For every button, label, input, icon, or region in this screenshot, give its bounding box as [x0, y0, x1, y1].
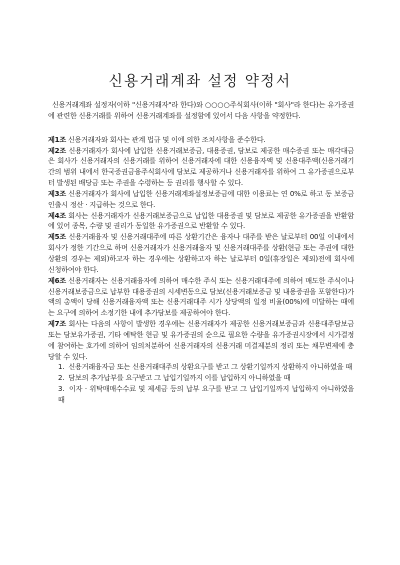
document-title: 신용거래계좌 설정 약정서	[108, 74, 292, 90]
article-text: 회사는 다음의 사항이 발생한 경우에는 신용거래자가 제공한 신용거래보증금과 신용대주담보금 또는 담보유가증권, 기타 예탁한 현금 및 유가증권의 순으로 필요한 수량을 유가증권시장에서 시가결정에 참여하는 호가에 의하여 임의처분하여 신용거래자의 신용거래 미결제분의 정리 또는 채무변제에 충당할 수 있다.	[48, 319, 354, 361]
article-text: 신용거래자가 회사에 납입한 신용거래계좌설정보증금에 대한 이용료는 연 0%로 하고 동 보증금 인출시 정산 · 지급하는 것으로 한다.	[48, 188, 354, 209]
article-text: 회사는 신용거래자가 신용거래보증금으로 납입한 대용증권 및 담보로 제공한 유가증권을 반환함에 있어 종목, 수량 및 권리가 동일한 유가증권으로 반환할 수 있다.	[48, 210, 354, 231]
article-label: 제2조	[48, 145, 66, 155]
article-1	[48, 135, 354, 146]
article-label: 제6조	[48, 275, 66, 285]
item-number: 2.	[58, 373, 65, 383]
item-text: 이자 · 위탁매매수수료 및 제세금 등의 납부 요구를 받고 그 납입기일까지 납입하지 아니하였을 때	[58, 384, 354, 404]
item-number: 1.	[58, 362, 65, 372]
article-text: 신용거래자는 신용거래융자에 의하여 매수한 주식 또는 신용거래대주에 의하여 매도한 주식이나 신용거래보증금으로 납부한 대용증권의 시세변동으로 담보(신용거래보증금 및 내용증권을 포함한다)가액의 총액이 당해 신용거래융자액 또는 신용거래대주 시가 상당액의 일정 비율(00%)에 미달하는 때에는 요구에 의하여 소정기한 내에 추가담보를 제공하여야 한다.	[48, 275, 354, 318]
article-4	[48, 211, 354, 233]
article-7	[48, 319, 354, 362]
article-2	[48, 146, 354, 189]
intro-paragraph: 신용거래계좌 설정자(이하 "신용거래자"라 한다)와 ○○○○주식회사(이하 "회사"라 한다)는 유가증권에 관련한 신용거래를 위하여 신용거래계좌를 설정함에 있어서 다음 사항을 약정한다.	[48, 100, 354, 120]
document-body	[48, 100, 354, 406]
item-text: 담보의 추가납부를 요구받고 그 납입기일까지 이를 납입하지 아니하였을 때	[66, 373, 291, 383]
item-text: 신용거래융자금 또는 신용거래대주의 상환요구를 받고 그 상환기일까지 상환하지 아니하였을 때	[66, 362, 353, 372]
article-text: 신용거래자와 회사는 관계 법규 및 이에 의한 조치사항을 준수한다.	[65, 134, 266, 144]
article-6	[48, 276, 354, 319]
article-label: 제5조	[48, 232, 66, 242]
article-3	[48, 189, 354, 211]
list-item-3	[48, 384, 354, 406]
article-label: 제7조	[48, 319, 66, 329]
article-text: 신용거래융자 및 신용거래대주에 따른 상환기간은 융자나 대주를 받은 날로부터 00일 이내에서 회사가 정한 기간으로 하며 신용거래자가 신용거래융자 및 신용거래대주를 상환(현금 또는 주권에 대한 상환의 경우는 제외)하고자 하는 경우에는 상환하고자 하는 날로부터 0일(휴장일은 제외)전에 회사에 신청하여야 한다.	[48, 232, 354, 274]
article-label: 제3조	[48, 188, 66, 198]
item-number: 3.	[58, 384, 65, 394]
article-label: 제1조	[48, 134, 66, 144]
list-item-1	[48, 362, 354, 373]
list-item-2	[48, 373, 354, 384]
article-label: 제4조	[48, 210, 66, 220]
article-5	[48, 232, 354, 275]
article-text: 신용거래자가 회사에 납입한 신용거래보증금, 대용증권, 담보로 제공한 매수증권 또는 매각대금은 회사가 신용거래자의 신용거래를 위하여 신용거래자에 대한 신용융자액 및 신용대주액(신용거래기간의 범위 내에서 한국증권금융주식회사에 담보로 제공하거나 신용거래자를 위하여 그 유가증권으로부터 발생된 배당금 또는 주권을 수령하는 등 권리를 행사할 수 있다.	[48, 145, 354, 188]
